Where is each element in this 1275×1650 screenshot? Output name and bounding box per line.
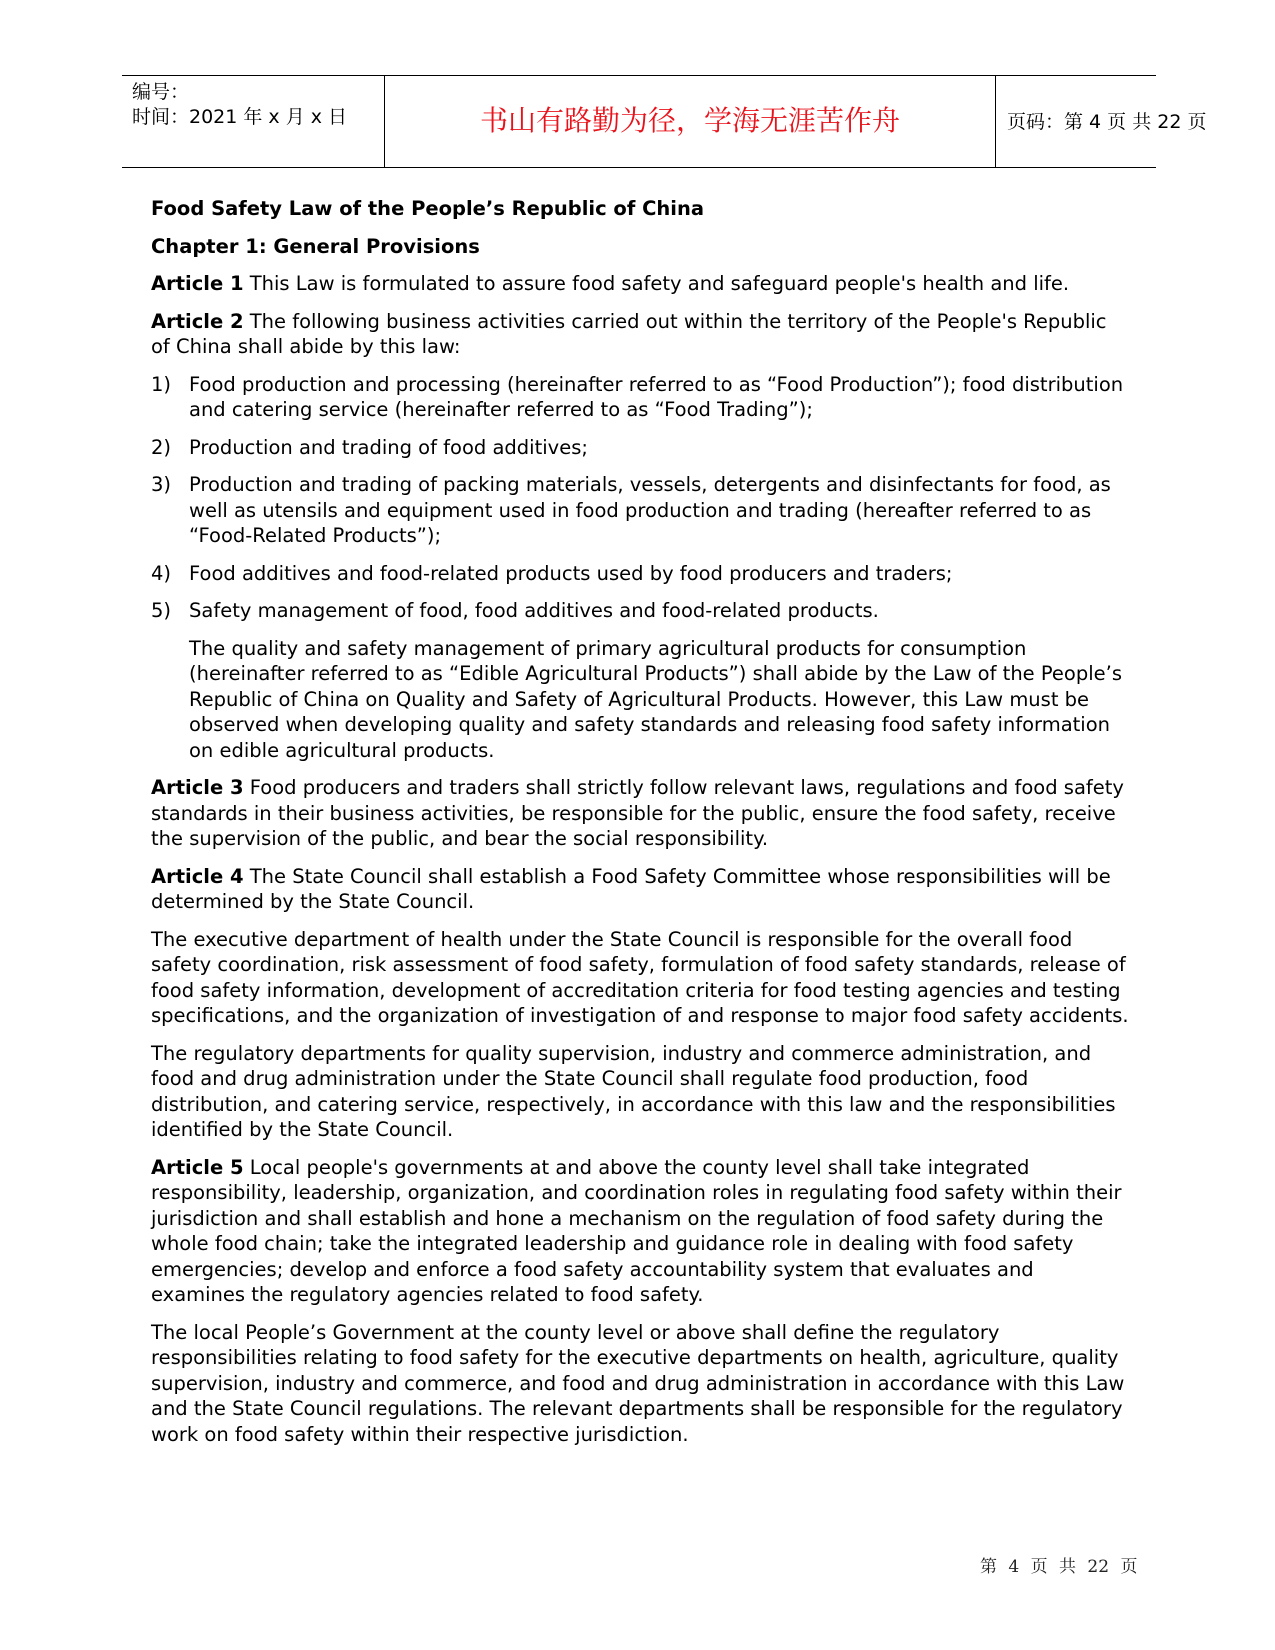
article-text: The following business activities carried out within the territory of the People's Republic of China shall abide by this law: bbox=[151, 309, 1107, 358]
article-5 bbox=[151, 1155, 1131, 1308]
list-item-text: Food production and processing (hereinafter referred to as “Food Production”); food distribution and catering service (hereinafter referred to as “Food Trading”); bbox=[189, 372, 1124, 421]
article-4-paragraph-3: The regulatory departments for quality supervision, industry and commerce administration, and food and drug administration under the State Council shall regulate food production, food distribution, and catering service, respectively, in accordance with this law and the responsibilities identified by the State Council. bbox=[151, 1041, 1116, 1141]
chapter-heading: Chapter 1: General Provisions bbox=[151, 234, 480, 258]
article-text: Food producers and traders shall strictly follow relevant laws, regulations and food safety standards in their business activities, be responsible for the public, ensure the food safety, receive the supervision of the public, and bear the social responsibility. bbox=[151, 776, 1124, 850]
header-motto: 书山有路勤为径，学海无涯苦作舟 bbox=[479, 104, 900, 137]
document-body bbox=[151, 196, 1131, 1459]
article-5-paragraph-2: The local People’s Government at the county level or above shall define the regulatory responsibilities relating to food safety for the executive departments on health, agriculture, quality supervision, industry and commerce, and food and drug administration in accordance with this Law and the State Council regulations. The relevant departments shall be responsible for the regulatory work on food safety within their respective jurisdiction. bbox=[151, 1320, 1125, 1446]
list-item-number: 1) bbox=[151, 372, 172, 396]
article-text: Local people's governments at and above the county level shall take integrated responsibility, leadership, organization, and coordination roles in regulating food safety within their jurisdiction and shall establish and hone a mechanism on the regulation of food safety during the whole food chain; take the integrated leadership and guidance role in dealing with food safety emergencies; develop and enforce a food safety accountability system that evaluates and examines the regulatory agencies related to food safety. bbox=[151, 1155, 1122, 1306]
list-item bbox=[151, 435, 1131, 461]
document-title: Food Safety Law of the People’s Republic of China bbox=[151, 197, 705, 220]
article-text: The State Council shall establish a Food Safety Committee whose responsibilities will be determined by the State Council. bbox=[151, 864, 1111, 913]
header-left-cell bbox=[122, 76, 385, 167]
article-3 bbox=[151, 775, 1131, 852]
list-item-number: 2) bbox=[151, 435, 172, 459]
article-label: Article 3 bbox=[151, 776, 244, 799]
article-label: Article 2 bbox=[151, 309, 244, 333]
header-page-info: 页码：第 4 页 共 22 页 bbox=[1007, 111, 1207, 133]
article-text: This Law is formulated to assure food safety and safeguard people's health and life. bbox=[243, 272, 1070, 295]
list-item-text: Production and trading of packing materials, vessels, detergents and disinfectants for food, as well as utensils and equipment used in food production and trading (hereafter referred to as “Food-Related Products”); bbox=[189, 473, 1111, 547]
header-middle-cell bbox=[385, 76, 996, 167]
list-item-text: Production and trading of food additives; bbox=[189, 435, 588, 459]
article-2 bbox=[151, 309, 1131, 360]
list-item-number: 4) bbox=[151, 561, 172, 585]
document-number-label: 编号： bbox=[132, 81, 190, 103]
document-date: 时间：2021 年 x 月 x 日 bbox=[132, 106, 348, 128]
list-item bbox=[151, 598, 1131, 624]
header-right-cell bbox=[996, 76, 1207, 167]
list-item-text: Food additives and food-related products used by food producers and traders; bbox=[189, 561, 953, 585]
list-item-number: 3) bbox=[151, 473, 172, 496]
list-item bbox=[151, 472, 1131, 549]
article-1 bbox=[151, 271, 1131, 297]
article-label: Article 1 bbox=[151, 272, 244, 295]
list-item-number: 5) bbox=[151, 599, 172, 622]
article-label: Article 4 bbox=[151, 864, 244, 888]
article-4-paragraph-2: The executive department of health under the State Council is responsible for the overall food safety coordination, risk assessment of food safety, formulation of food safety standards, release of food safety information, development of accreditation criteria for food testing agencies and testing specifications, and the organization of investigation of and response to major food safety accidents. bbox=[151, 927, 1129, 1027]
document-header bbox=[122, 75, 1207, 168]
article-label: Article 5 bbox=[151, 1155, 244, 1179]
article-4 bbox=[151, 864, 1131, 915]
list-item bbox=[151, 561, 1131, 587]
page-footer: 第 4 页 共 22 页 bbox=[980, 1557, 1138, 1577]
list-item bbox=[151, 372, 1131, 423]
list-item-text: Safety management of food, food additives and food-related products. bbox=[189, 599, 879, 622]
article-2-note: The quality and safety management of primary agricultural products for consumption (hereinafter referred to as “Edible Agricultural Products”) shall abide by the Law of the People’s Republic of China on Quality and Safety of Agricultural Products. However, this Law must be observed when developing quality and safety standards and releasing food safety information on edible agricultural products. bbox=[189, 636, 1123, 762]
